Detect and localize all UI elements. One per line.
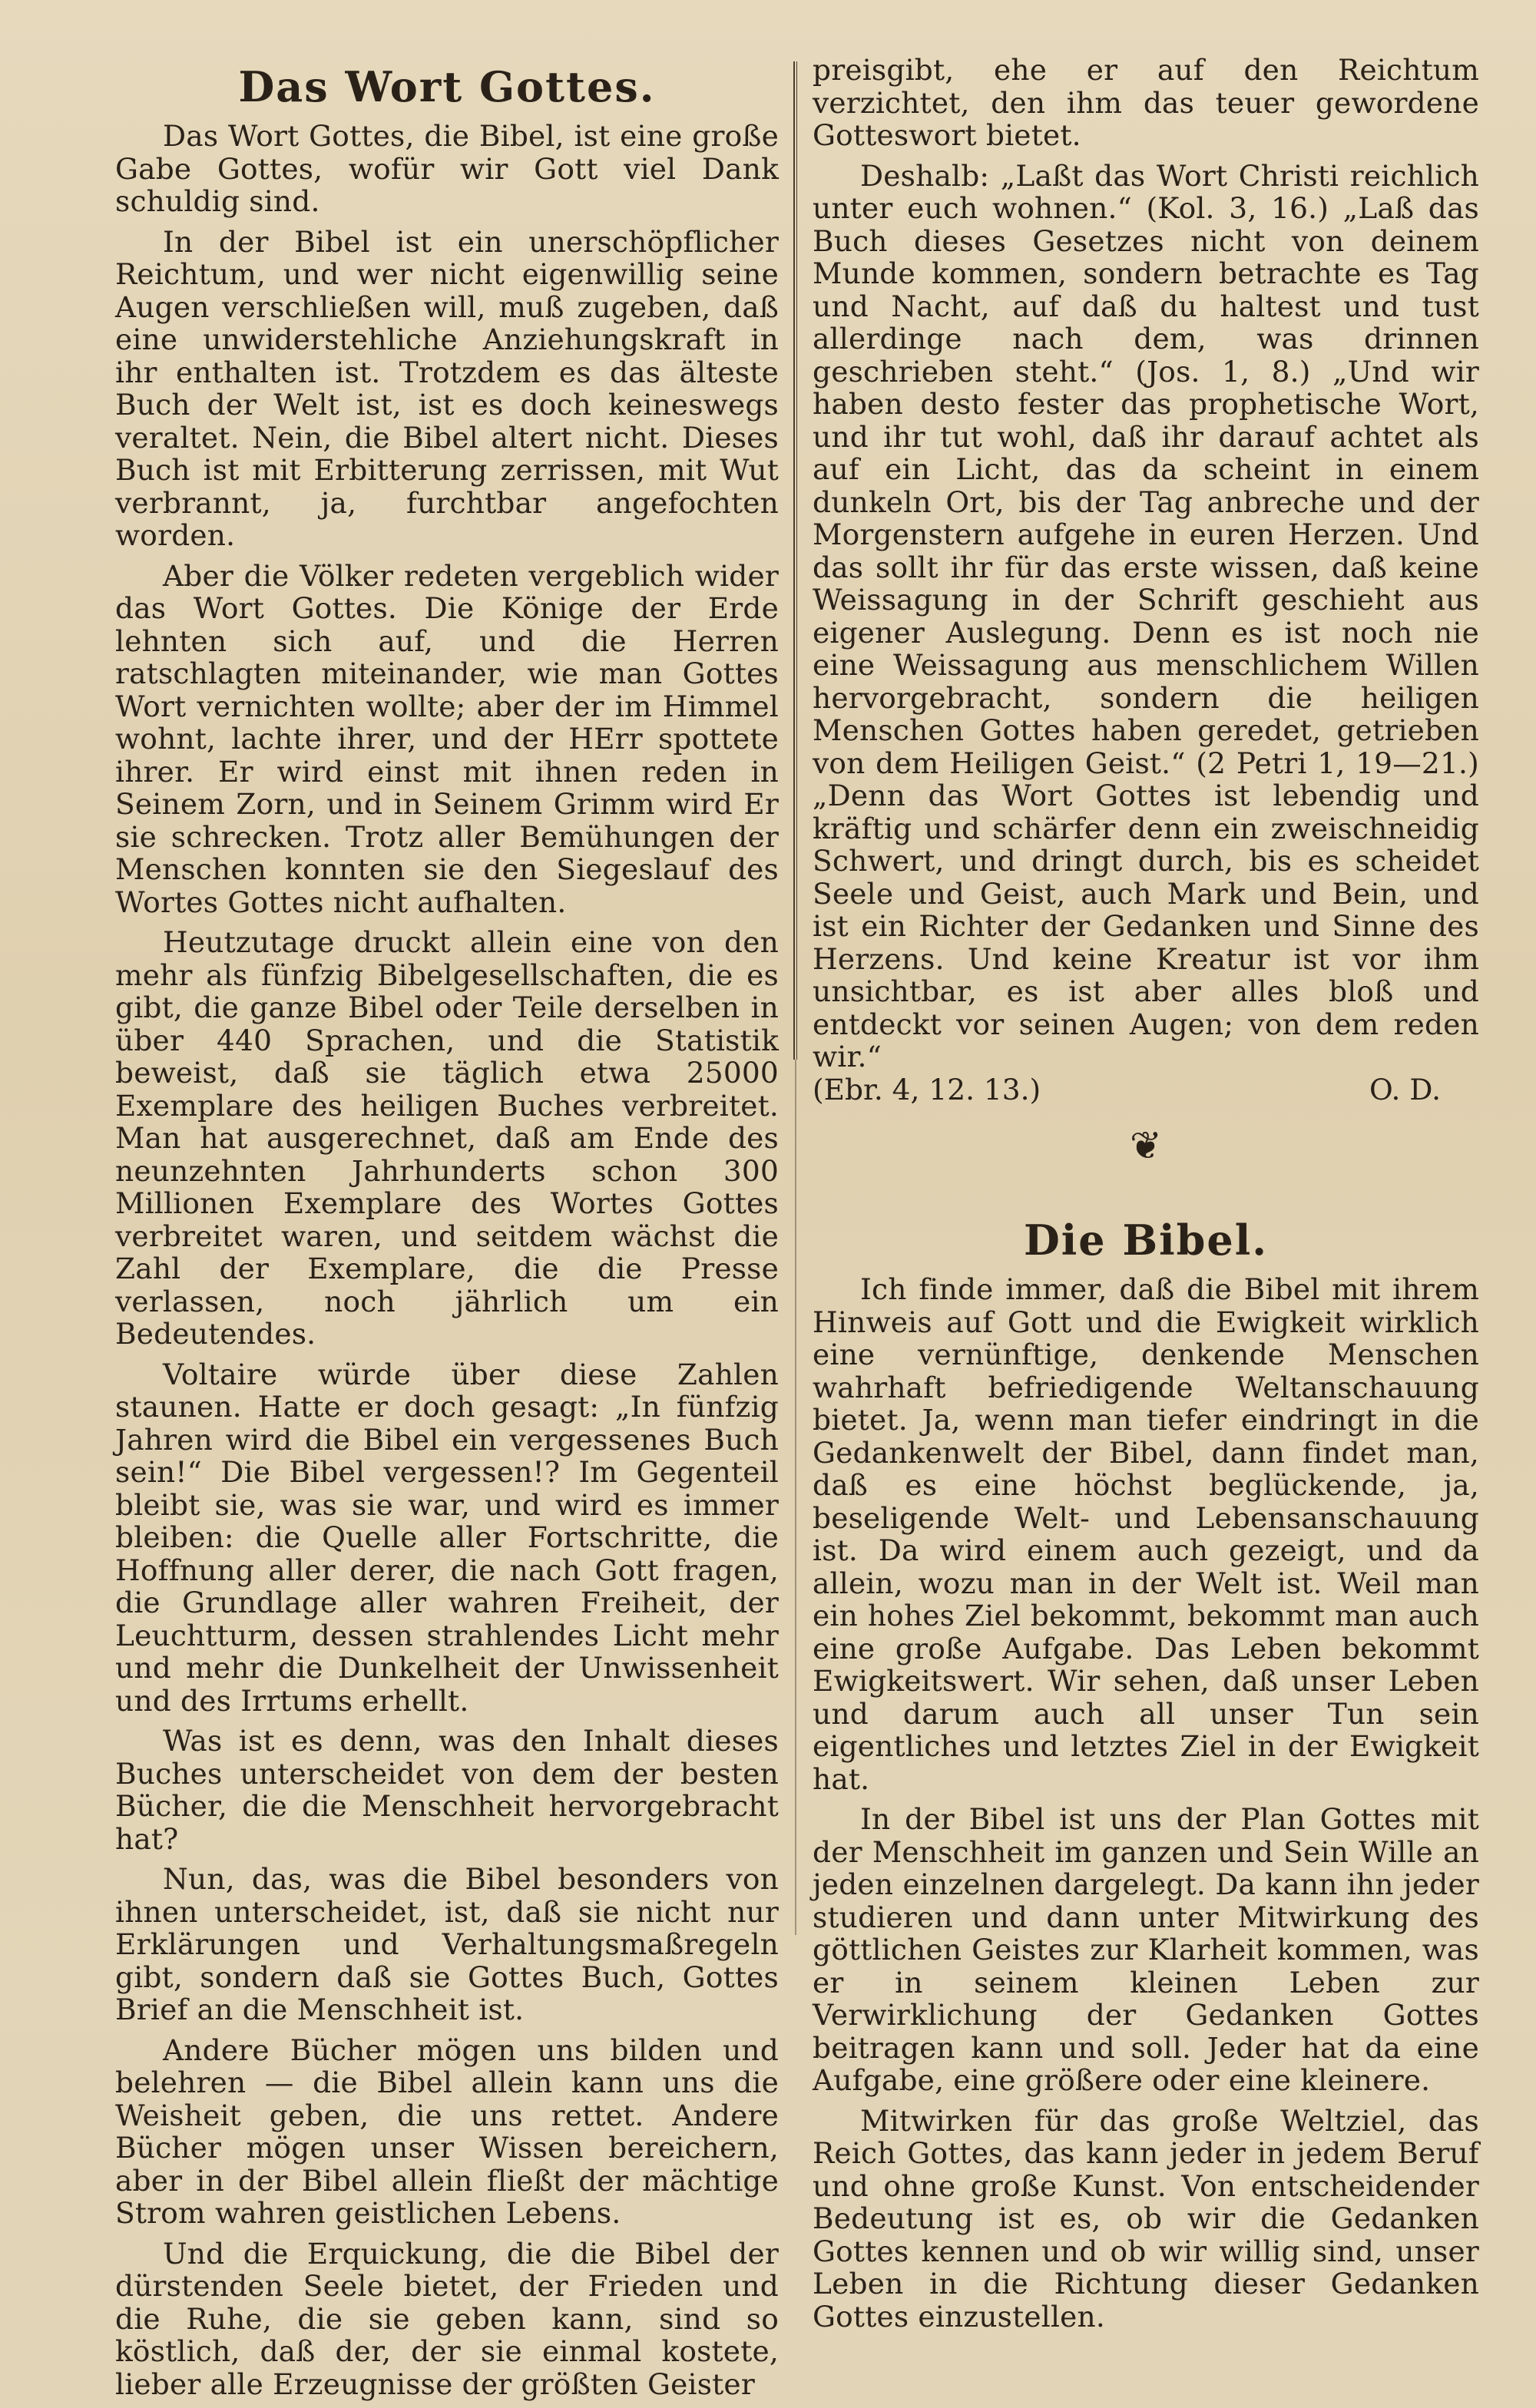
right-column — [813, 54, 1479, 2340]
paragraph: Mitwirken für das große Weltziel, das Reich Gottes, das kann jeder in jedem Beruf und ohne große Kunst. Von entscheidender Bedeutung ist es, ob wir die Gedanken Gottes kennen und ob wir willig sind, unser Leben in die Richtung dieser Gedanken Gottes einzustellen. — [813, 2103, 1479, 2334]
paragraph: Voltaire würde über diese Zahlen staunen. Hatte er doch gesagt: „In fünfzig Jahren wird die Bibel ein vergessenes Buch sein!“ Die Bibel vergessen!? Im Gegenteil bleibt sie, was sie war, und wird es immer bleiben: die Quelle aller Fortschritte, die Hoffnung aller derer, die nach Gott fragen, die Grundlage aller wahren Freiheit, der Leuchtturm, dessen strahlendes Licht mehr und mehr die Dunkelheit der Unwissenheit und des Irrtums erhellt. — [115, 1357, 779, 1718]
paragraph: Und die Erquickung, die die Bibel der dürstenden Seele bietet, der Frieden und die Ruhe, die sie geben kann, sind so köstlich, daß der, der sie einmal kostete, lieber alle Erzeugnisse der größten Geister — [115, 2236, 779, 2401]
paragraph: In der Bibel ist uns der Plan Gottes mit der Menschheit im ganzen und Sein Wille an jeden einzelnen dargelegt. Da kann ihn jeder studieren und dann unter Mitwirkung des göttlichen Geistes zur Klarheit kommen, was er in seinem kleinen Leben zur Verwirklichung der Gedanken Gottes beitragen kann und soll. Jeder hat da eine Aufgabe, eine größere oder eine kleinere. — [813, 1802, 1479, 2097]
column-divider — [793, 61, 795, 1060]
fleuron-ornament-icon: ❦ — [1130, 1123, 1162, 1168]
citation-row — [813, 1073, 1479, 1106]
continuation-paragraph: preisgibt, ehe er auf den Reichtum verzichtet, den ihm das teuer gewordene Gotteswort bietet. — [813, 53, 1479, 152]
author-signature: O. D. — [1369, 1072, 1441, 1106]
paragraph: Aber die Völker redeten vergeblich wider das Wort Gottes. Die Könige der Erde lehnten sich auf, und die Herren ratschlagten miteinander, wie man Gottes Wort vernichten wollte; aber der im Himmel wohnt, lachte ihrer, und der HErr spottete ihrer. Er wird einst mit ihnen reden in Seinem Zorn, und in Seinem Grimm wird Er sie schrecken. Trotz aller Bemühungen der Menschen konnten sie den Siegeslauf des Wortes Gottes nicht aufhalten. — [115, 558, 779, 919]
paragraph: In der Bibel ist ein unerschöpflicher Reichtum, und wer nicht eigenwillig seine Augen verschließen will, muß zugeben, daß eine unwiderstehliche Anziehungskraft in ihr enthalten ist. Trotzdem es das älteste Buch der Welt ist, ist es doch keineswegs veraltet. Nein, die Bibel altert nicht. Dieses Buch ist mit Erbitterung zerrissen, mit Wut verbrannt, ja, furchtbar angefochten worden. — [115, 224, 779, 552]
citation: (Ebr. 4, 12. 13.) — [813, 1072, 1041, 1106]
column-divider-lower — [795, 1060, 796, 1935]
left-column — [115, 54, 779, 2408]
scripture-quote-paragraph: Deshalb: „Laßt das Wort Christi reichlich unter euch wohnen.“ (Kol. 3, 16.) „Laß das Buch dieses Gesetzes nicht von deinem Munde kommen, sondern betrachte es Tag und Nacht, auf daß du haltest und tust allerdinge nach dem, was drinnen geschrieben steht.“ (Jos. 1, 8.) „Und wir haben desto fester das prophetische Wort, und ihr tut wohl, daß ihr darauf achtet als auf ein Licht, das da scheint in einem dunkeln Ort, bis der Tag anbreche und der Morgenstern aufgehe in euren Herzen. Und das sollt ihr für das erste wissen, daß keine Weissagung in der Schrift geschieht aus eigener Auslegung. Denn es ist noch nie eine Weissagung aus menschlichem Willen hervorgebracht, sondern die heiligen Menschen Gottes haben geredet, getrieben von dem Heiligen Geist.“ (2 Petri 1, 19—21.) „Denn das Wort Gottes ist lebendig und kräftig und schärfer denn ein zweischneidig Schwert, und dringt durch, bis es scheidet Seele und Geist, auch Mark und Bein, und ist ein Richter der Gedanken und Sinne des Herzens. Und keine Kreatur ist vor ihm unsichtbar, es ist aber alles bloß und entdeckt vor seinen Augen; von dem reden wir.“ — [813, 158, 1479, 1073]
column-divider-double — [796, 61, 797, 1060]
paragraph: Andere Bücher mögen uns bilden und belehren — die Bibel allein kann uns die Weisheit geben, die uns rettet. Andere Bücher mögen unser Wissen bereichern, aber in der Bibel allein fließt der mächtige Strom wahren geistlichen Lebens. — [115, 2033, 779, 2230]
article-title-die-bibel: Die Bibel. — [1023, 1216, 1269, 1265]
article-title-das-wort-gottes: Das Wort Gottes. — [238, 62, 656, 111]
paragraph: Was ist es denn, was den Inhalt dieses Buches unterscheidet von dem der besten Bücher, die die Menschheit hervorgebracht hat? — [115, 1724, 779, 1856]
paragraph: Heutzutage druckt allein eine von den mehr als fünfzig Bibelgesellschaften, die es gibt, die ganze Bibel oder Teile derselben in über 440 Sprachen, und die Statistik beweist, daß sie täglich etwa 25000 Exemplare des heiligen Buches verbreitet. Man hat ausgerechnet, daß am Ende des neunzehnten Jahrhunderts schon 300 Millionen Exemplare des Wortes Gottes verbreitet waren, und seitdem wächst die Zahl der Exemplare, die die Presse verlassen, noch jährlich um ein Bedeutendes. — [115, 925, 779, 1351]
paragraph: Ich finde immer, daß die Bibel mit ihrem Hinweis auf Gott und die Ewigkeit wirklich eine vernünftige, denkende Menschen wahrhaft befriedigende Weltanschauung bietet. Ja, wenn man tiefer eindringt in die Gedankenwelt der Bibel, dann findet man, daß es eine höchst beglückende, ja, beseligende Welt- und Lebensanschauung ist. Da wird einem auch gezeigt, und da allein, wozu man in der Welt ist. Weil man ein hohes Ziel bekommt, bekommt man auch eine große Aufgabe. Das Leben bekommt Ewigkeitswert. Wir sehen, daß unser Leben und darum auch all unser Tun sein eigentliches und letztes Ziel in der Ewigkeit hat. — [813, 1272, 1479, 1796]
paragraph: Das Wort Gottes, die Bibel, ist eine große Gabe Gottes, wofür wir Gott viel Dank schuldig sind. — [115, 119, 779, 218]
paragraph: Nun, das, was die Bibel besonders von ihnen unterscheidet, ist, daß sie nicht nur Erklärungen und Verhaltungsmaßregeln gibt, sondern daß sie Gottes Buch, Gottes Brief an die Menschheit ist. — [115, 1862, 779, 2026]
